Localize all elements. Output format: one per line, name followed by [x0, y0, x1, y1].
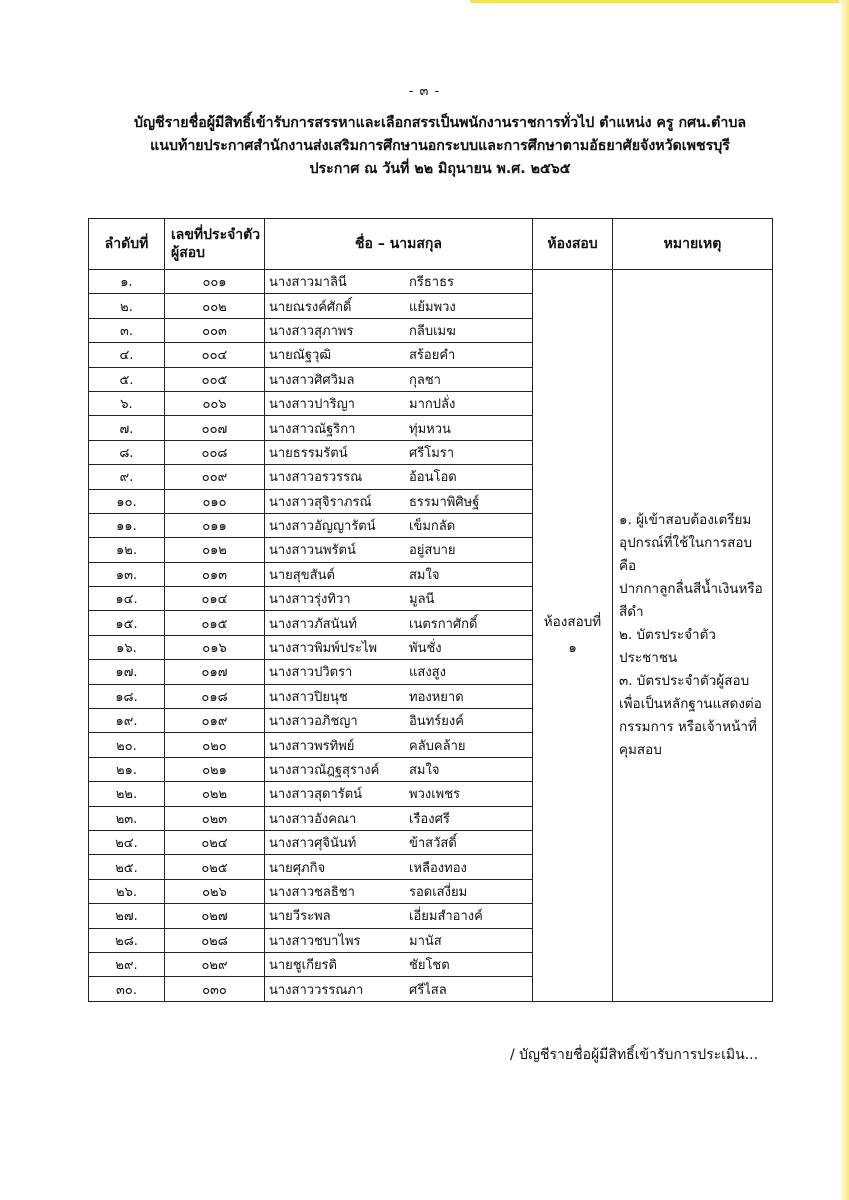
cell-full-name	[265, 977, 533, 1001]
first-name: นางสาวชบาไพร	[269, 933, 361, 949]
cell-full-name	[265, 660, 533, 684]
remark-line: สีดำ	[619, 603, 644, 620]
last-name: คลับคล้าย	[409, 738, 466, 754]
cell-full-name	[265, 416, 533, 440]
cell-seq: ๒๕.	[89, 855, 165, 879]
last-name: สร้อยคำ	[409, 348, 456, 364]
cell-full-name	[265, 343, 533, 367]
header-id-line-2: ผู้สอบ	[171, 245, 206, 261]
cell-seq: ๑๗.	[89, 660, 165, 684]
cell-exam-id: ๐๒๕	[165, 855, 265, 879]
cell-exam-id: ๐๒๔	[165, 830, 265, 854]
first-name: นางสาวอัญญารัตน์	[269, 519, 376, 535]
last-name: สมใจ	[409, 763, 440, 778]
header-room: ห้องสอบ	[533, 219, 613, 270]
first-name: นางสาวนพรัตน์	[269, 543, 356, 559]
cell-seq: ๑๙.	[89, 709, 165, 733]
cell-exam-room	[533, 270, 613, 1002]
cell-exam-id: ๐๑๖	[165, 635, 265, 659]
cell-full-name	[265, 635, 533, 659]
first-name: นางสาวณัฐริกา	[269, 421, 356, 437]
last-name: มานัส	[409, 933, 442, 949]
cell-full-name	[265, 855, 533, 879]
remark-line: เพื่อเป็นหลักฐานแสดงต่อ	[619, 695, 762, 712]
cell-seq: ๑.	[89, 270, 165, 294]
cell-full-name	[265, 879, 533, 903]
cell-seq: ๑๒.	[89, 538, 165, 562]
cell-seq: ๒๘.	[89, 928, 165, 952]
first-name: นางสาวณัฎฐสุรางค์	[269, 763, 380, 778]
first-name: นางสาวอรวรรณ	[269, 470, 363, 486]
first-name: นายวีระพล	[269, 909, 331, 925]
cell-seq: ๑๑.	[89, 513, 165, 537]
cell-full-name	[265, 904, 533, 928]
last-name: รอดเสงี่ยม	[409, 884, 468, 900]
first-name: นางสาวรุ่งทิวา	[269, 592, 351, 608]
cell-full-name	[265, 318, 533, 342]
cell-exam-id: ๐๒๒	[165, 782, 265, 806]
last-name: พวงเพชร	[409, 787, 461, 803]
remark-line: ๒. บัตรประจำตัวประชาชน	[619, 626, 716, 666]
cell-exam-id: ๐๑๐	[165, 489, 265, 513]
cell-seq: ๗.	[89, 416, 165, 440]
cell-full-name	[265, 928, 533, 952]
table-header-row	[89, 219, 773, 270]
first-name: นางสาวปวิตรา	[269, 665, 353, 681]
last-name: เรืองศรี	[409, 811, 450, 827]
cell-exam-id: ๐๑๙	[165, 709, 265, 733]
cell-exam-id: ๐๒๖	[165, 879, 265, 903]
remark-line: อุปกรณ์ที่ใช้ในการสอบ คือ	[619, 534, 753, 574]
first-name: นางสาวมาลินี	[269, 275, 347, 291]
first-name: นางสาวสุดารัตน์	[269, 787, 363, 803]
last-name: แสงสูง	[409, 665, 446, 681]
header-id	[165, 219, 265, 270]
cell-full-name	[265, 489, 533, 513]
first-name: นายธรรมรัตน์	[269, 445, 348, 461]
first-name: นายณรงค์ศักดิ์	[269, 299, 352, 315]
first-name: นางสาวสุจิราภรณ์	[269, 494, 372, 510]
cell-seq: ๒.	[89, 294, 165, 318]
cell-seq: ๒๙.	[89, 952, 165, 976]
cell-exam-id: ๐๑๕	[165, 611, 265, 635]
table-row	[89, 270, 773, 294]
last-name: สมใจ	[409, 567, 440, 583]
cell-seq: ๒๐.	[89, 733, 165, 757]
scan-edge-right	[839, 0, 849, 1200]
first-name: นางสาวปิยนุช	[269, 689, 348, 705]
cell-seq: ๒๑.	[89, 757, 165, 781]
cell-exam-id: ๐๑๔	[165, 587, 265, 611]
last-name: ชัยโชต	[409, 958, 450, 974]
cell-seq: ๔.	[89, 343, 165, 367]
cell-seq: ๒๔.	[89, 830, 165, 854]
cell-seq: ๘.	[89, 440, 165, 464]
footer-continuation: / บัญชีรายชื่อผู้มีสิทธิ์เข้ารับการประเมิน...	[510, 1047, 759, 1063]
cell-exam-id: ๐๐๗	[165, 416, 265, 440]
cell-full-name	[265, 611, 533, 635]
cell-seq: ๓๐.	[89, 977, 165, 1001]
cell-exam-id: ๐๒๗	[165, 904, 265, 928]
cell-exam-id: ๐๒๑	[165, 757, 265, 781]
cell-exam-id: ๐๑๗	[165, 660, 265, 684]
document-header	[120, 112, 760, 181]
last-name: อินทร์ยงค์	[409, 714, 464, 730]
cell-full-name	[265, 440, 533, 464]
last-name: อ้อนโอด	[409, 470, 457, 486]
cell-exam-id: ๐๒๓	[165, 806, 265, 830]
cell-seq: ๒๗.	[89, 904, 165, 928]
cell-seq: ๑๓.	[89, 562, 165, 586]
cell-seq: ๙.	[89, 465, 165, 489]
cell-exam-id: ๐๒๐	[165, 733, 265, 757]
cell-exam-id: ๐๐๔	[165, 343, 265, 367]
cell-exam-id: ๐๐๑	[165, 270, 265, 294]
cell-exam-id: ๐๑๘	[165, 684, 265, 708]
first-name: นายศุภกิจ	[269, 860, 326, 876]
cell-exam-id: ๐๑๒	[165, 538, 265, 562]
cell-full-name	[265, 830, 533, 854]
cell-full-name	[265, 587, 533, 611]
cell-full-name	[265, 709, 533, 733]
remark-line: ๓. บัตรประจำตัวผู้สอบ	[619, 672, 750, 689]
cell-full-name	[265, 270, 533, 294]
cell-exam-id: ๐๐๒	[165, 294, 265, 318]
cell-seq: ๑๖.	[89, 635, 165, 659]
cell-exam-id: ๐๐๕	[165, 367, 265, 391]
cell-seq: ๕.	[89, 367, 165, 391]
cell-full-name	[265, 294, 533, 318]
page-number: - ๓ -	[408, 84, 441, 99]
first-name: นางสาวสุภาพร	[269, 323, 354, 339]
remark-line: ปากกาลูกลื่นสีน้ำเงินหรือ	[619, 580, 763, 597]
header-name: ชื่อ – นามสกุล	[265, 219, 533, 270]
first-name: นางสาวปาริญา	[269, 397, 355, 413]
last-name: มูลนี	[409, 592, 435, 608]
cell-full-name	[265, 391, 533, 415]
exam-room-number: ๑	[568, 640, 577, 657]
cell-exam-id: ๐๑๓	[165, 562, 265, 586]
candidate-table	[88, 218, 773, 1002]
cell-full-name	[265, 757, 533, 781]
cell-exam-id: ๐๒๘	[165, 928, 265, 952]
first-name: นายสุขสันต์	[269, 567, 335, 583]
last-name: ศรีโมรา	[409, 445, 455, 461]
cell-seq: ๒๖.	[89, 879, 165, 903]
first-name: นางสาวศิศวิมล	[269, 372, 355, 388]
last-name: ข้าสวัสดิ์	[409, 836, 457, 852]
last-name: อยู่สบาย	[409, 543, 456, 559]
cell-exam-id: ๐๑๑	[165, 513, 265, 537]
cell-full-name	[265, 806, 533, 830]
cell-exam-id: ๐๐๙	[165, 465, 265, 489]
scan-edge-top	[470, 0, 849, 3]
last-name: กุลชา	[409, 372, 441, 388]
cell-exam-id: ๐๒๙	[165, 952, 265, 976]
first-name: นางสาววรรณภา	[269, 982, 364, 998]
last-name: แย้มพวง	[409, 299, 456, 315]
first-name: นางสาวอังคณา	[269, 811, 357, 827]
last-name: ธรรมาพิศิษฐ์	[409, 494, 480, 510]
cell-full-name	[265, 782, 533, 806]
first-name: นางสาวศุจินันท์	[269, 836, 357, 852]
header-remark: หมายเหตุ	[613, 219, 773, 270]
first-name: นางสาวพรทิพย์	[269, 738, 355, 754]
remark-line: คุมสอบ	[619, 741, 662, 758]
cell-full-name	[265, 562, 533, 586]
cell-seq: ๑๘.	[89, 684, 165, 708]
header-line-3: ประกาศ ณ วันที่ ๒๒ มิถุนายน พ.ศ. ๒๕๖๕	[309, 161, 571, 177]
last-name: ทุ่มหวน	[409, 421, 451, 437]
last-name: มากปลั่ง	[409, 397, 456, 413]
cell-remark	[613, 270, 773, 1002]
header-seq: ลำดับที่	[89, 219, 165, 270]
first-name: นายณัฐวุฒิ	[269, 348, 332, 364]
cell-seq: ๒๓.	[89, 806, 165, 830]
last-name: เนตรกาศักดิ์	[409, 616, 478, 632]
header-id-line-1: เลขที่ประจำตัว	[171, 227, 261, 243]
cell-exam-id: ๐๐๖	[165, 391, 265, 415]
cell-exam-id: ๐๐๘	[165, 440, 265, 464]
remark-line: ๑. ผู้เข้าสอบต้องเตรียม	[619, 511, 752, 528]
cell-seq: ๖.	[89, 391, 165, 415]
cell-seq: ๑๔.	[89, 587, 165, 611]
cell-full-name	[265, 367, 533, 391]
last-name: เอี่ยมสำอางค์	[409, 909, 483, 925]
last-name: ทองหยาด	[409, 689, 464, 705]
last-name: เหลืองทอง	[409, 860, 467, 876]
cell-seq: ๑๕.	[89, 611, 165, 635]
cell-seq: ๒๒.	[89, 782, 165, 806]
first-name: นางสาวชลธิชา	[269, 884, 355, 900]
cell-full-name	[265, 538, 533, 562]
last-name: กรีธาธร	[409, 275, 455, 291]
last-name: เข็มกลัด	[409, 519, 456, 535]
cell-exam-id: ๐๐๓	[165, 318, 265, 342]
cell-seq: ๓.	[89, 318, 165, 342]
exam-room-label: ห้องสอบที่	[543, 614, 602, 631]
cell-full-name	[265, 465, 533, 489]
cell-full-name	[265, 684, 533, 708]
header-line-1: บัญชีรายชื่อผู้มีสิทธิ์เข้ารับการสรรหาและเลือกสรรเป็นพนักงานราชการทั่วไป ตำแหน่ง ครู กศน.ตำบล	[133, 115, 747, 131]
last-name: ศรีไสล	[409, 982, 447, 998]
first-name: นางสาวอภิชญา	[269, 714, 358, 730]
cell-seq: ๑๐.	[89, 489, 165, 513]
cell-exam-id: ๐๓๐	[165, 977, 265, 1001]
first-name: นางสาวพิมพ์ประไพ	[269, 641, 378, 657]
remark-line: กรรมการ หรือเจ้าหน้าที่	[619, 718, 757, 735]
header-line-2: แนบท้ายประกาศสำนักงานส่งเสริมการศึกษานอกระบบและการศึกษาตามอัธยาศัยจังหวัดเพชรบุรี	[150, 138, 730, 154]
last-name: พันชั่ง	[409, 641, 442, 657]
cell-full-name	[265, 952, 533, 976]
first-name: นายชูเกียรติ	[269, 958, 337, 974]
cell-full-name	[265, 733, 533, 757]
first-name: นางสาวภัสนันท์	[269, 616, 357, 632]
last-name: กลีบเมฆ	[409, 323, 456, 339]
cell-full-name	[265, 513, 533, 537]
